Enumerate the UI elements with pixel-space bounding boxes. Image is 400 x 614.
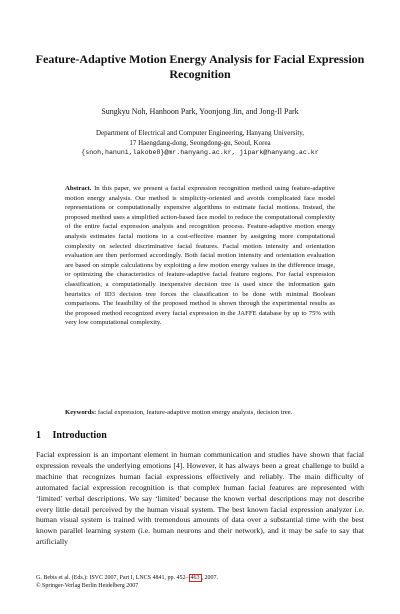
affiliation-line: Department of Electrical and Computer Engineering, Hanyang University, — [95, 129, 305, 137]
citation-suffix: , 2007. — [201, 575, 218, 581]
abstract — [65, 184, 335, 328]
keywords — [65, 408, 335, 418]
author-list: Sungkyu Noh, Hanhoon Park, Yoonjong Jin, and Jong-Il Park — [101, 107, 299, 116]
copyright-line: © Springer-Verlag Berlin Heidelberg 2007 — [36, 583, 139, 589]
section-title: Introduction — [52, 430, 107, 441]
citation-prefix: G. Bebis et al. (Eds.): ISVC 2007, Part I, LNCS 4841, pp. 452– — [36, 575, 189, 581]
abstract-label: Abstract. — [65, 185, 92, 192]
citation-line — [36, 574, 218, 582]
abstract-text: In this paper, we present a facial expression recognition method using feature-adaptive motion energy analysis. Our method is simplicity-oriented and avoids complicated face model representations or computationally expensive algorithms to estimate facial motions. Instead, the proposed method uses a simplified action-based face model to reduce the computational complexity of the entire facial expression analysis and recognition process. Feature-adaptive motion energy analysis estimates facial motions in a cost-effective manner by assigning more computational complexity on selected discriminative facial features. Facial motion intensity and orientation evaluation are then performed accordingly. Both facial motion intensity and orientation evaluation are based on simple calculations by exploiting a few motion energy values in the difference image, or optimizing the characteristics of feature-adaptive facial feature regions. For facial expression classification, a computationally inexpensive decision tree is used since the information gain heuristics of ID3 decision tree forces the classification to be done with minimal Boolean comparisons. The feasibility of the proposed method is shown through the experimental results as the proposed method recognized every facial expression in the JAFFE database by up to 75% with very low computational complexity. — [65, 185, 335, 327]
paper-title: Feature-Adaptive Motion Energy Analysis for Facial Expression Recognition — [35, 52, 365, 81]
affiliation-address: 17 Haengdang-dong, Seongdong-gu, Seoul, Korea — [129, 139, 271, 147]
section-heading — [36, 430, 107, 442]
keywords-label: Keywords: — [65, 409, 97, 416]
keywords-text: facial expression, feature-adaptive motion energy analysis, decision tree. — [97, 409, 293, 416]
intro-paragraph: Facial expression is an important element in human communication and studies have shown that facial expression reveals the underlying emotions [4]. However, it has always been a great challenge to build a machine that recognizes human facial expressions effectively and reliably. The main difficulty of automated facial expression recognition is that complex human facial features are represented with ‘limited’ verbal descriptions. We say ‘limited’ because the known verbal descriptions may not describe every little detail perceived by the human visual system. The best known facial expression analyzer i.e. human visual system is trained with tremendous amounts of data over a substantial time with the best known parallel learning system (i.e. human neurons and their network), and it may be safe to say that artificially — [36, 450, 364, 547]
affiliation-block — [30, 128, 370, 158]
page-footer — [36, 574, 218, 590]
author-emails: {snoh,hanuni,lakobe8}@mr.hanyang.ac.kr, jipark@hanyang.ac.kr — [81, 149, 319, 156]
section-number: 1 — [36, 430, 41, 441]
end-page-link[interactable]: 463 — [190, 575, 200, 581]
